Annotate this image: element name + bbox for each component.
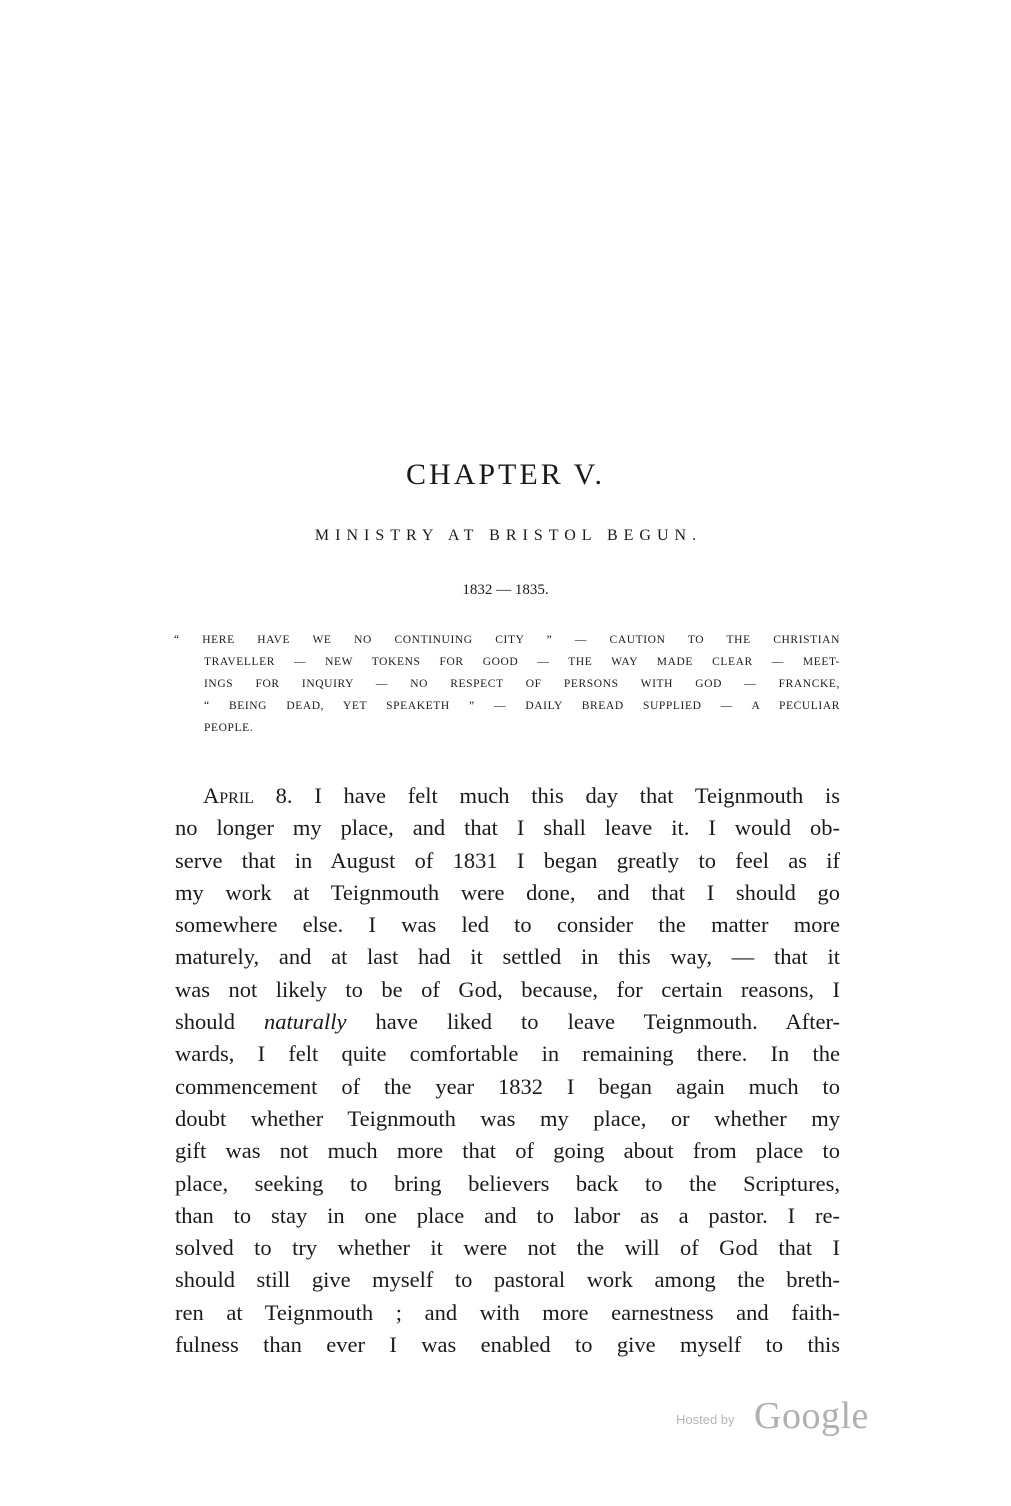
chapter-dates: 1832 — 1835.: [462, 582, 549, 598]
body-line-text: should: [175, 1009, 265, 1035]
body-line: [175, 780, 840, 812]
body-line: no longer my place, and that I shall leave it. I would ob-: [175, 815, 840, 841]
body-line-text: have liked to leave Teignmouth. After-: [346, 1009, 840, 1035]
synopsis-line: “ HERE HAVE WE NO CONTINUING CITY ” — CAUTION TO THE CHRISTIAN: [174, 634, 840, 646]
body-line: than to stay in one place and to labor as a pastor. I re-: [175, 1202, 840, 1228]
body-line: gift was not much more that of going about from place to: [175, 1138, 840, 1164]
chapter-title: CHAPTER V.: [406, 458, 605, 491]
body-line: maturely, and at last had it settled in this way, — that it: [175, 944, 840, 970]
body-line: was not likely to be of God, because, for certain reasons, I: [175, 976, 840, 1002]
emphasis-word: naturally: [264, 1009, 347, 1035]
body-line: commencement of the year 1832 I began again much to: [175, 1073, 840, 1099]
body-line: somewhere else. I was led to consider the matter more: [175, 912, 840, 938]
google-logo: Google: [754, 1395, 869, 1437]
body-line: my work at Teignmouth were done, and that I should go: [175, 879, 840, 905]
synopsis-line: INGS FOR INQUIRY — NO RESPECT OF PERSONS WITH GOD — FRANCKE,: [204, 678, 840, 690]
synopsis-line: TRAVELLER — NEW TOKENS FOR GOOD — THE WAY MADE CLEAR — MEET-: [204, 656, 840, 668]
body-line: serve that in August of 1831 I began greatly to feel as if: [175, 847, 840, 873]
body-line: fulness than ever I was enabled to give myself to this: [175, 1332, 840, 1358]
body-paragraph: [175, 780, 840, 1361]
chapter-synopsis: [174, 629, 840, 739]
hosted-by-label: Hosted by: [676, 1412, 735, 1427]
body-line: doubt whether Teignmouth was my place, or whether my: [175, 1105, 840, 1131]
body-line: ren at Teignmouth ; and with more earnestness and faith-: [175, 1299, 840, 1325]
body-line: should still give myself to pastoral work among the breth-: [175, 1267, 840, 1293]
body-line: [175, 1006, 840, 1038]
date-lead: April 8.: [203, 783, 293, 808]
synopsis-line: PEOPLE.: [204, 722, 254, 734]
body-line: solved to try whether it were not the will of God that I: [175, 1235, 840, 1261]
synopsis-line: “ BEING DEAD, YET SPEAKETH ” — DAILY BREAD SUPPLIED — A PECULIAR: [204, 700, 840, 712]
chapter-subtitle: MINISTRY AT BRISTOL BEGUN.: [314, 527, 703, 544]
body-line: wards, I felt quite comfortable in remaining there. In the: [175, 1041, 840, 1067]
hosted-by-watermark: [676, 1394, 886, 1440]
body-line: place, seeking to bring believers back to the Scriptures,: [175, 1170, 840, 1196]
body-line-text: I have felt much this day that Teignmouth is: [292, 783, 841, 808]
